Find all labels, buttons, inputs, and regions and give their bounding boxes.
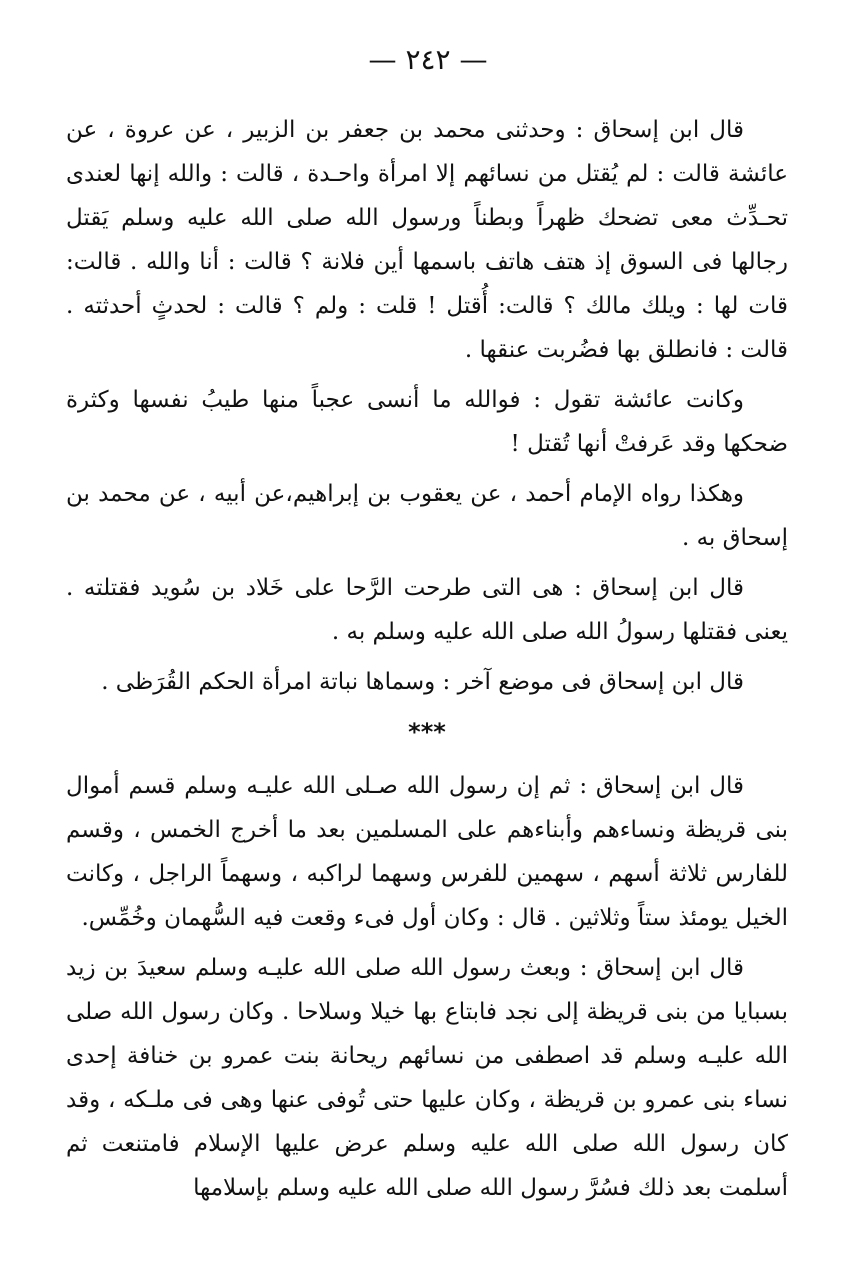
paragraph: قال ابن إسحاق : هى التى طرحت الرَّحا على خَلاد بن سُويد فقتلته . يعنى فقتلها رسولُ الله صلى الله عليه وسلم به . bbox=[66, 575, 788, 645]
paragraph: قال ابن إسحاق : ثم إن رسول الله صـلى الله عليـه وسلم قسم أموال بنى قريظة ونساءهم وأبناءهم على المسلمين بعد ما أخرج الخمس ، وقسم للفارس ثلاثة أسهم ، سهمين للفرس وسهما لراكبه ، وسهماً الراجل ، وكانت الخيل يومئذ ستاً وثلاثين . قال : وكان أول فىء وقعت فيه السُّهمان وخُمِّس. bbox=[66, 773, 788, 931]
paragraph: وكانت عائشة تقول : فوالله ما أنسى عجباً منها طيبُ نفسها وكثرة ضحكها وقد عَرفتْ أنها تُقتل ! bbox=[66, 387, 788, 457]
page-body bbox=[66, 108, 788, 1216]
paragraph: وهكذا رواه الإمام أحمد ، عن يعقوب بن إبراهيم،عن أبيه ، عن محمد بن إسحاق به . bbox=[66, 481, 788, 551]
paragraph: قال ابن إسحاق : وبعث رسول الله صلى الله عليـه وسلم سعيدَ بن زيد بسبايا من بنى قريظة إلى نجد فابتاع بها خيلا وسلاحا . وكان رسول الله صلى الله عليـه وسلم قد اصطفى من نسائهم ريحانة بنت عمرو بن خنافة إحدى نساء بنى عمرو بن قريظة ، وكان عليها حتى تُوفى عنها وهى فى ملـكه ، وقد كان رسول الله صلى الله عليه وسلم عرض عليها الإسلام فامتنعت ثم أسلمت بعد ذلك فسُرَّ رسول الله صلى الله عليه وسلم بإسلامها bbox=[66, 955, 788, 1201]
paragraph: قال ابن إسحاق : وحدثنى محمد بن جعفر بن الزبير ، عن عروة ، عن عائشة قالت : لم يُقتل من نسائهم إلا امرأة واحـدة ، قالت : والله إنها لعندى تحـدِّث معى تضحك ظهراً وبطناً ورسول الله صلى الله عليه وسلم يَقتل رجالها فى السوق إذ هتف هاتف باسمها أين فلانة ؟ قالت : أنا والله . قالت: قات لها : ويلك مالك ؟ قالت: أُقتل ! قلت : ولم ؟ قالت : لحدثٍ أحدثته . قالت : فانطلق بها فضُربت عنقها . bbox=[66, 117, 788, 363]
page-number: — ٢٤٢ — bbox=[368, 43, 488, 76]
section-separator: *** bbox=[408, 718, 446, 746]
paragraph: قال ابن إسحاق فى موضع آخر : وسماها نباتة امرأة الحكم القُرَظى . bbox=[101, 669, 744, 695]
